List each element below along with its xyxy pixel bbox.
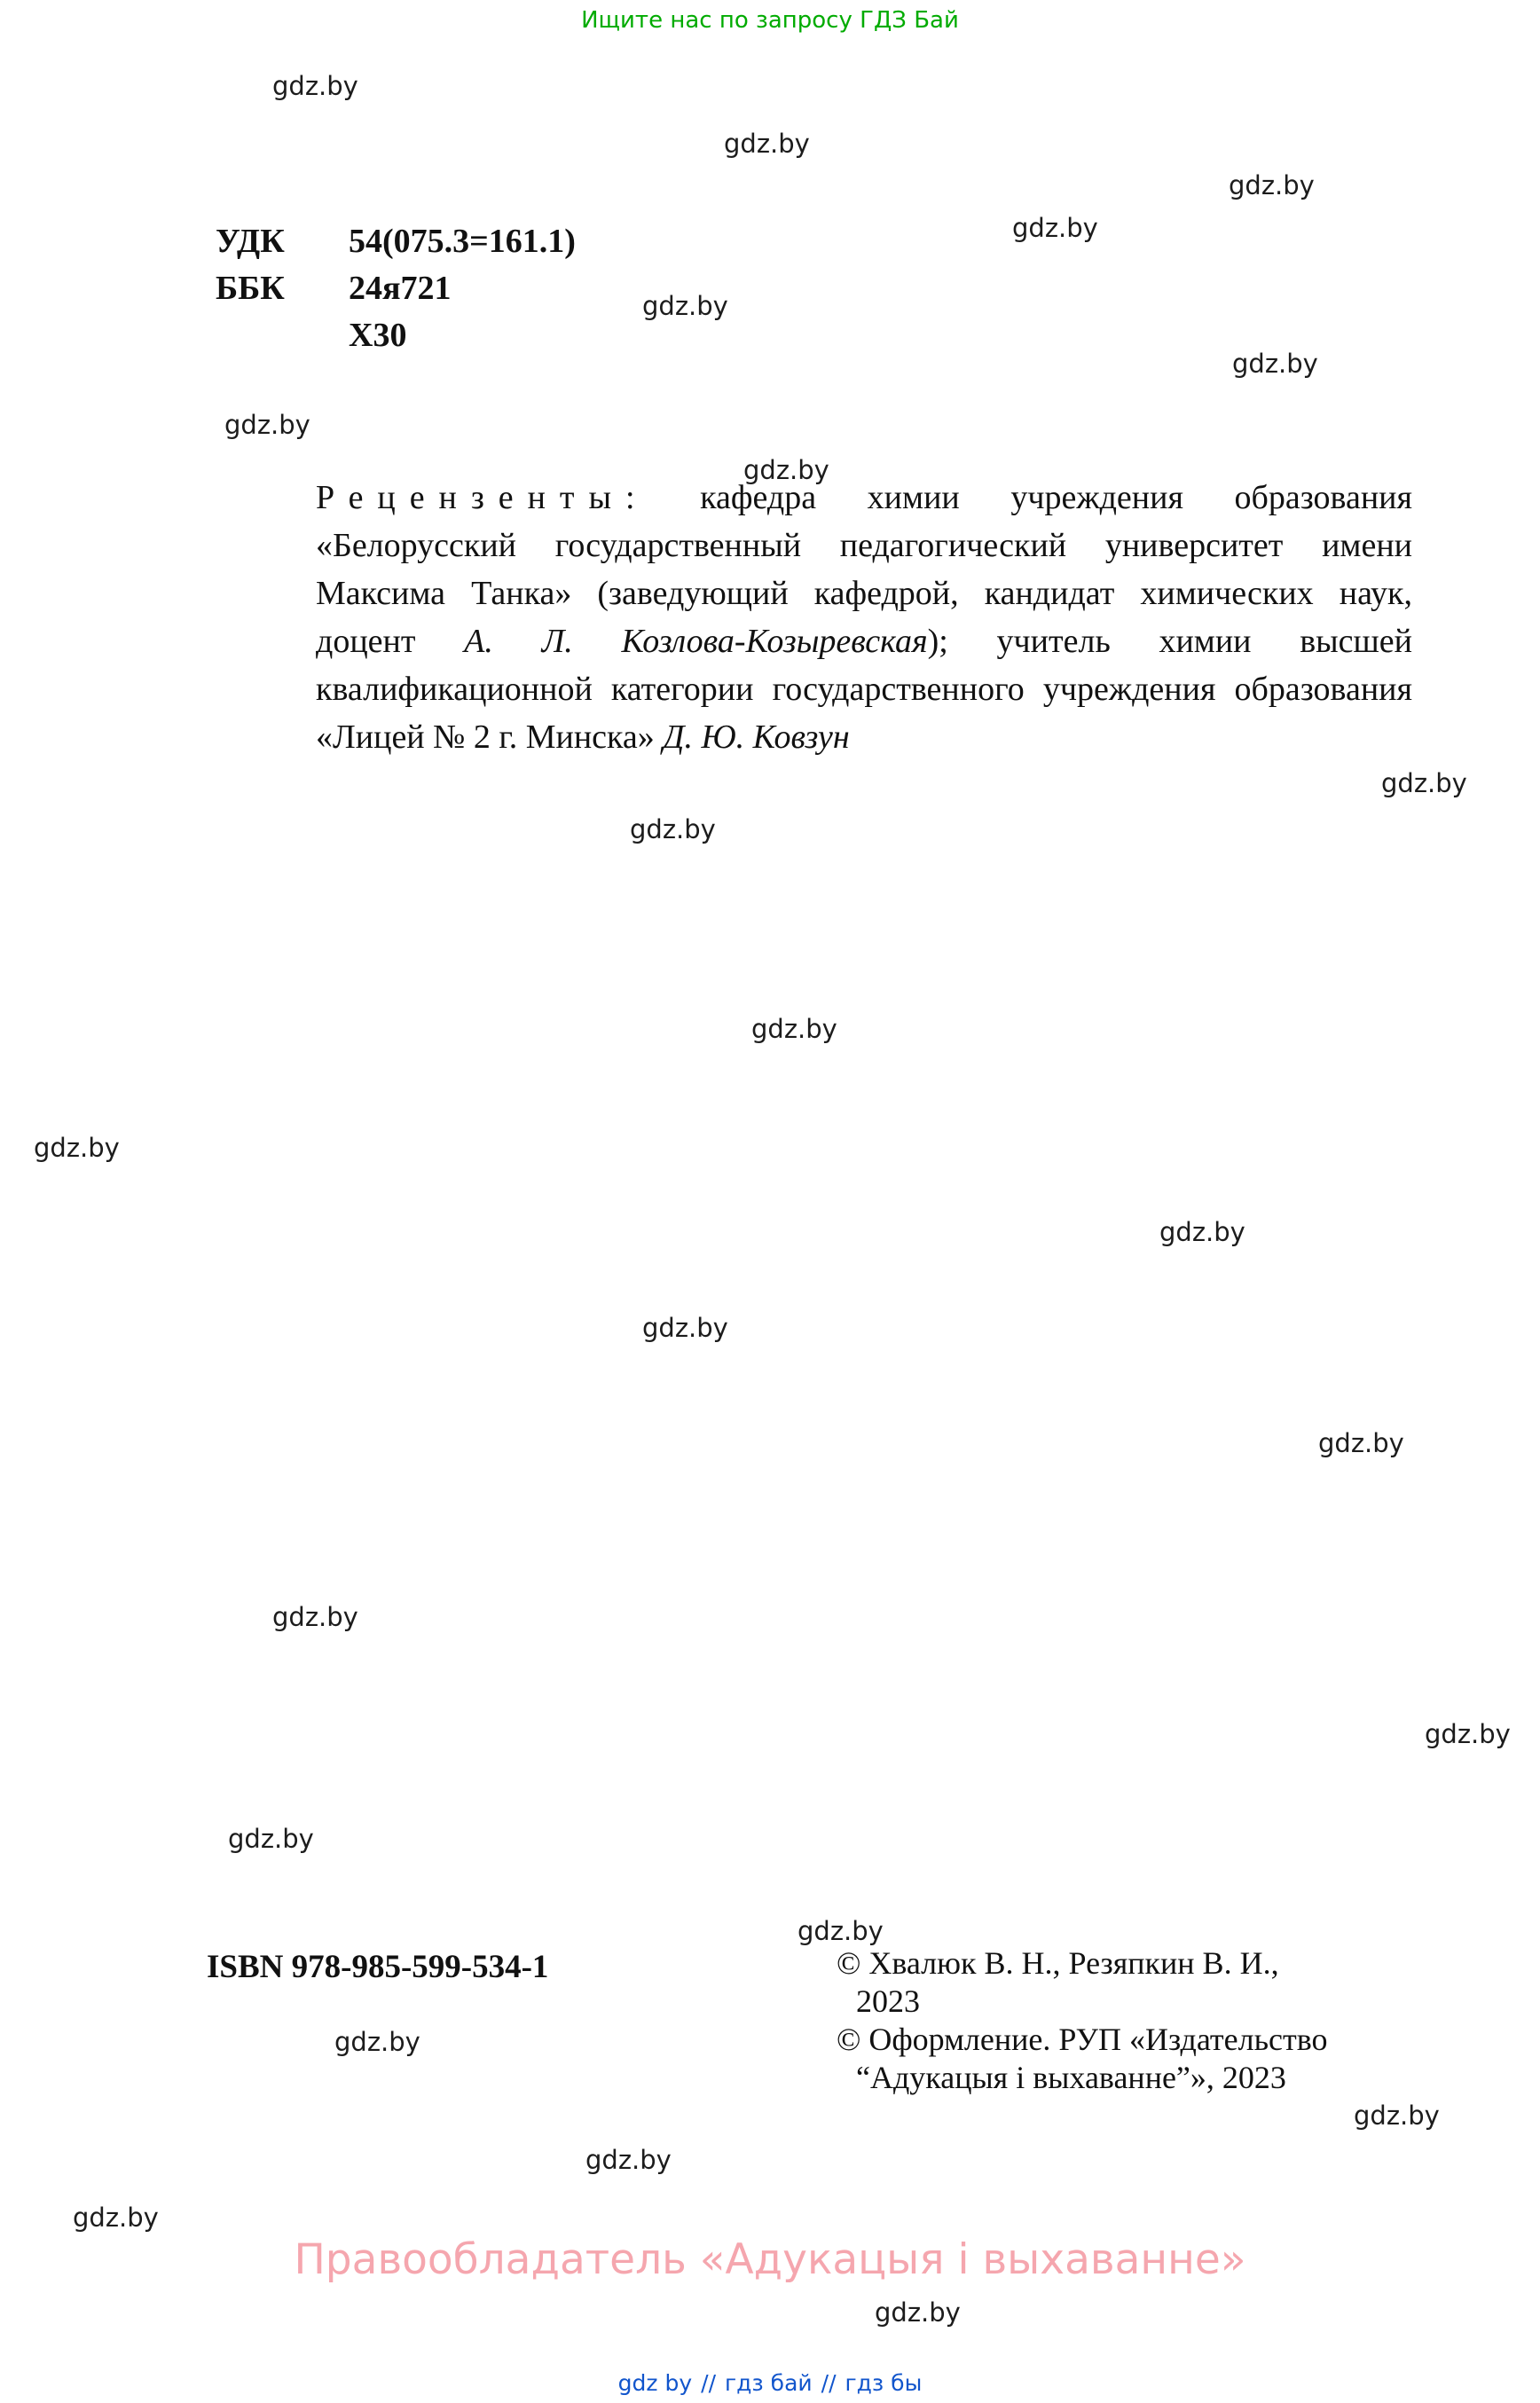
rights-holder-text: Правообладатель «Адукацыя і выхаванне» (294, 2235, 1246, 2284)
gdz-watermark: gdz.by (1229, 170, 1315, 200)
footer-separator: // (821, 2370, 837, 2396)
reviewers-segment: кафедра химии учреждения образования «Белорусский государственный педагогический университет имени Максима Танка» (заведующий кафедрой, кандидат химических наук, доцент (316, 479, 1412, 660)
copyright-line: “Адукацыя і выхаванне”», 2023 (856, 2060, 1286, 2095)
gdz-watermark: gdz.by (875, 2297, 961, 2328)
copyright-line: © Оформление. РУП «Издательство (837, 2022, 1328, 2057)
reviewers-segment: учитель химии высшей квалификационной категории государственного учреждения образования «Лицей № 2 г. Минска» (316, 623, 1412, 756)
reviewers-segment: Рецензенты: (316, 479, 649, 516)
footer-separator: // (701, 2370, 716, 2396)
gdz-watermark: gdz.by (272, 1602, 358, 1632)
gdz-watermark: gdz.by (334, 2027, 420, 2057)
reviewers-segment: Д. Ю. Ковзун (663, 719, 850, 756)
gdz-watermark: gdz.by (1012, 213, 1098, 243)
reviewers-segment: ); (927, 623, 948, 660)
footer-link[interactable]: гдз бы (845, 2370, 923, 2396)
copyright-line: 2023 (856, 1983, 920, 2019)
top-banner-text: Ищите нас по запросу ГДЗ Бай (581, 7, 959, 34)
gdz-watermark: gdz.by (630, 814, 716, 844)
gdz-watermark: gdz.by (1318, 1428, 1404, 1458)
footer-links (0, 2370, 1540, 2396)
gdz-watermark: gdz.by (585, 2145, 672, 2175)
author-code-spacer (216, 312, 349, 359)
gdz-watermark: gdz.by (642, 1313, 728, 1343)
author-code-row (216, 312, 576, 359)
classification-block (216, 218, 576, 359)
gdz-watermark: gdz.by (798, 1916, 884, 1946)
gdz-watermark: gdz.by (73, 2203, 159, 2233)
gdz-watermark: gdz.by (724, 129, 810, 159)
gdz-watermark: gdz.by (228, 1824, 314, 1854)
udk-row (216, 218, 576, 265)
gdz-watermark: gdz.by (1425, 1719, 1511, 1749)
copyright-block (837, 1944, 1458, 2097)
copyright-line: © Хвалюк В. Н., Резяпкин В. И., (837, 1945, 1279, 1981)
gdz-watermark: gdz.by (751, 1014, 837, 1044)
footer-link[interactable]: гдз бай (725, 2370, 813, 2396)
author-code: Х30 (349, 317, 407, 354)
gdz-watermark: gdz.by (1232, 349, 1318, 379)
bbk-label: ББК (216, 270, 285, 307)
gdz-watermark: gdz.by (642, 291, 728, 321)
reviewers-segment: А. Л. Козлова-Козыревская (464, 623, 928, 660)
isbn-number: ISBN 978-985-599-534-1 (207, 1949, 549, 1985)
bbk-value: 24я721 (349, 270, 452, 307)
footer-link[interactable]: gdz by (617, 2370, 693, 2396)
gdz-watermark: gdz.by (272, 71, 358, 101)
reviewers-paragraph (316, 474, 1412, 761)
gdz-watermark: gdz.by (1354, 2101, 1440, 2131)
gdz-watermark: gdz.by (224, 410, 310, 440)
bbk-row (216, 265, 576, 312)
gdz-watermark: gdz.by (743, 455, 829, 485)
gdz-watermark: gdz.by (34, 1133, 120, 1163)
udk-value: 54(075.3=161.1) (349, 223, 576, 260)
gdz-watermark: gdz.by (1381, 768, 1467, 798)
udk-label: УДК (216, 223, 285, 260)
gdz-watermark: gdz.by (1159, 1217, 1245, 1247)
